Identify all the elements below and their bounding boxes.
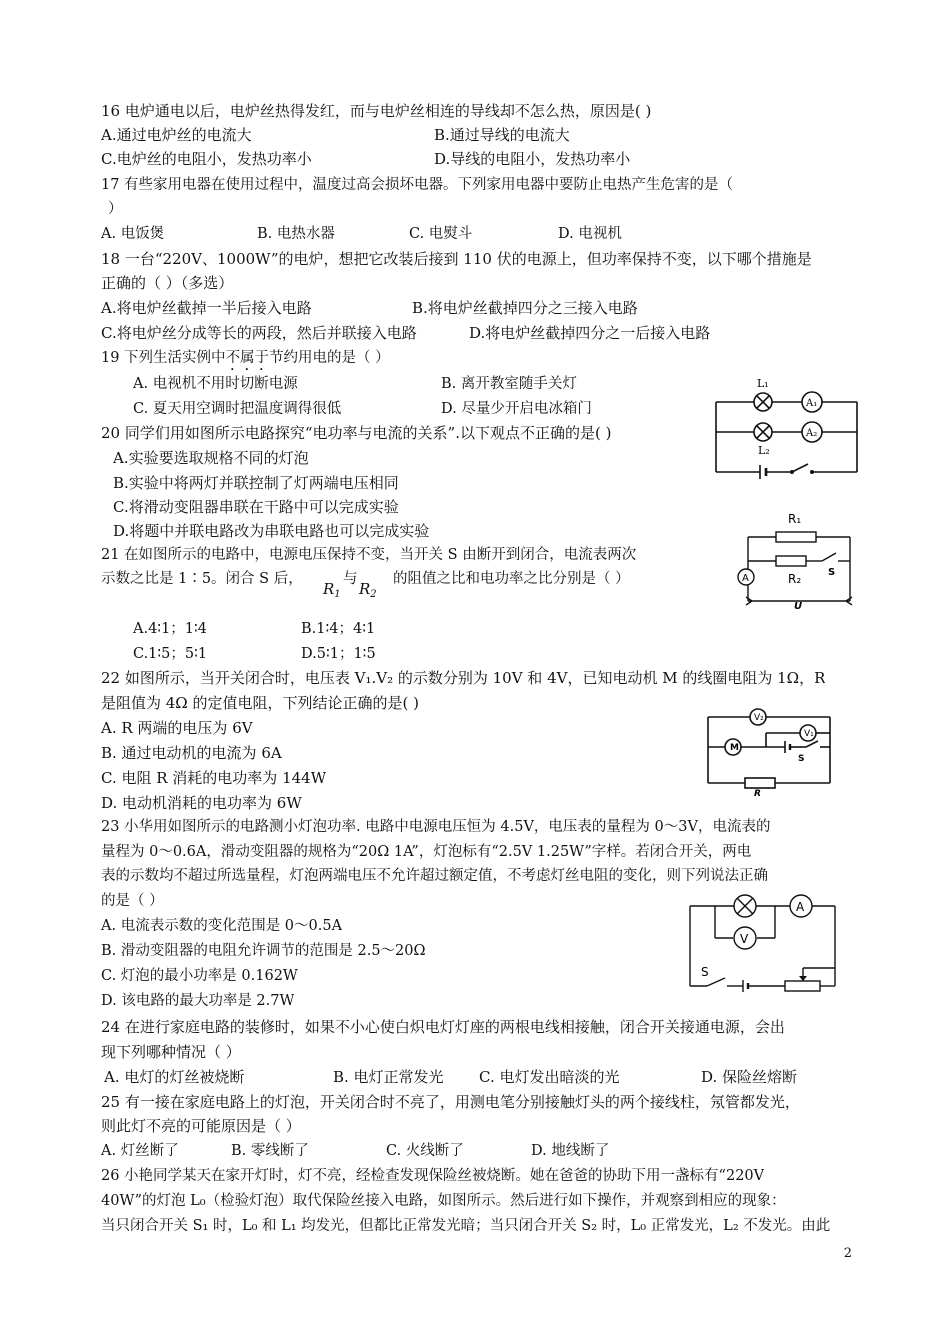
q18-stem-line2: 正确的（ ）（多选） [101,274,234,292]
q17-option-b: B. 电热水器 [257,226,335,242]
q20-option-b: B.实验中将两灯并联控制了灯两端电压相同 [113,474,399,492]
q24-stem-line1: 24 在进行家庭电路的装修时，如果不小心使白炽电灯灯座的两根电线相接触，闭合开关接通电源，会出 [101,1018,785,1036]
q16-option-a: A.通过电炉丝的电流大 [101,126,252,144]
q24-option-b: B. 电灯正常发光 [333,1068,444,1086]
q17-options [101,222,861,246]
q18-option-a: A.将电炉丝截掉一半后接入电路 [101,299,312,317]
q18-option-b: B.将电炉丝截掉四分之三接入电路 [412,299,638,317]
q21-stem2-mid: 与 [343,571,358,587]
q17-option-a: A. 电饭煲 [101,226,165,242]
q21-label-r1: R₁ [788,512,802,526]
q20-label-l1: L₁ [757,377,769,390]
q19-option-b: B. 离开教室随手关灯 [441,376,577,392]
q22-label-m: M [730,743,739,753]
q22-label-r: R [754,789,761,797]
q19-stem-emphasis: 不属于 [225,350,270,366]
q22-stem-line2: 是阻值为 4Ω 的定值电阻，下列结论正确的是( ) [101,694,419,712]
q21-stem-line2 [101,567,721,591]
q21-option-a: A.4∶1；1∶4 [133,621,208,637]
q21-label-u: U [794,601,803,610]
q22-option-c: C. 电阻 R 消耗的电功率为 144W [101,769,327,787]
q23-label-a: A [796,900,805,914]
q19-stem-post: 节约用电的是（ ） [269,350,390,366]
q21-r2-symbol: $R_2$ [359,580,377,600]
q26-stem-line1: 26 小艳同学某天在家开灯时，灯不亮，经检查发现保险丝被烧断。她在爸爸的协助下用一盏标有“220V [101,1168,765,1184]
q17-option-c: C. 电熨斗 [409,226,473,242]
q24-option-d: D. 保险丝熔断 [701,1068,798,1086]
q25-option-d: D. 地线断了 [531,1143,610,1159]
q22-option-d: D. 电动机消耗的电功率为 6W [101,794,302,812]
q25-options [101,1139,721,1163]
q21-option-c: C.1∶5；5∶1 [133,646,208,662]
q17-stem-line1: 17 有些家用电器在使用过程中，温度过高会损坏电器。下列家用电器中要防止电热产生危害的是（ [101,177,734,193]
q19-options-ab [133,372,693,396]
q17-stem-line2: ） [108,201,123,217]
q25-option-c: C. 火线断了 [386,1143,464,1159]
q26-stem-line3: 当只闭合开关 S₁ 时，L₀ 和 L₁ 均发光，但都比正常发光暗；当只闭合开关 S₂ 时，L₀ 正常发光，L₂ 不发光。由此 [101,1218,831,1234]
q22-stem-line1: 22 如图所示，当开关闭合时，电压表 V₁.V₂ 的示数分别为 10V 和 4V，已知电动机 M 的线圈电阻为 1Ω，R [101,669,826,687]
q25-option-a: A. 灯丝断了 [101,1143,179,1159]
q16-option-b: B.通过导线的电流大 [434,126,570,144]
q19-stem [101,346,390,370]
q24-option-a: A. 电灯的灯丝被烧断 [104,1068,245,1086]
q21-stem-line1: 21 在如图所示的电路中，电源电压保持不变，当开关 S 由断开到闭合，电流表两次 [101,547,637,563]
q20-option-c: C.将滑动变阻器串联在干路中可以完成实验 [113,498,399,516]
q21-options-cd [133,642,433,666]
q23-circuit-diagram [685,890,840,1000]
q23-option-d: D. 该电路的最大功率是 2.7W [101,993,295,1009]
q21-options-ab [133,617,433,641]
q18-option-c: C.将电炉丝分成等长的两段，然后并联接入电路 [101,324,417,342]
q20-option-a: A.实验要选取规格不同的灯泡 [113,449,309,467]
q22-option-a: A. R 两端的电压为 6V [101,719,253,737]
q16-option-d: D.导线的电阻小，发热功率小 [434,150,631,168]
q21-label-r2: R₂ [788,572,802,586]
q21-stem2-pre: 示数之比是 1∶5。闭合 S 后， [101,571,303,587]
q18-options-cd [101,321,861,345]
q24-stem-line2: 现下列哪种情况（ ） [101,1043,241,1061]
q25-stem-line2: 则此灯不亮的可能原因是（ ） [101,1117,301,1135]
q19-options-cd [133,397,693,421]
q23-label-s: S [701,965,709,979]
q16-stem: 16 电炉通电以后，电炉丝热得发红，而与电炉丝相连的导线却不怎么热，原因是( ) [101,102,652,120]
q23-stem-line4: 的是（ ） [101,893,164,909]
q22-label-v1: V₁ [804,729,814,739]
q23-stem-line2: 量程为 0～0.6A，滑动变阻器的规格为“20Ω 1A”，灯泡标有“2.5V 1.25W”字样。若闭合开关，两电 [101,844,752,860]
q20-label-a2: A₂ [806,428,818,439]
q23-stem-line1: 23 小华用如图所示的电路测小灯泡功率. 电路中电源电压恒为 4.5V，电压表的量程为 0～3V，电流表的 [101,819,771,835]
q23-option-a: A. 电流表示数的变化范围是 0～0.5A [101,918,343,934]
q21-option-d: D.5∶1；1∶5 [301,646,376,662]
q20-stem: 20 同学们用如图所示电路探究“电功率与电流的关系”.以下观点不正确的是( ) [101,424,612,442]
q18-options-ab [101,296,861,320]
q20-option-d: D.将题中并联电路改为串联电路也可以完成实验 [113,522,430,540]
q21-label-s: S [828,567,836,578]
q24-option-c: C. 电灯发出暗淡的光 [479,1068,620,1086]
q23-stem-line3: 表的示数均不超过所选量程，灯泡两端电压不允许超过额定值，不考虑灯丝电阻的变化，则下列说法正确 [101,868,768,884]
q17-option-d: D. 电视机 [558,226,622,242]
q20-circuit-diagram [712,372,862,482]
q20-label-l2: L₂ [758,444,770,457]
q21-option-b: B.1∶4；4∶1 [301,621,376,637]
q16-options-ab [101,123,861,147]
q22-label-v2: V₂ [754,713,764,723]
q22-option-b: B. 通过电动机的电流为 6A [101,744,282,762]
q19-stem-pre: 19 下列生活实例中 [101,350,226,366]
q23-option-c: C. 灯泡的最小功率是 0.162W [101,968,298,984]
q21-stem2-post: 的阻值之比和电功率之比分别是（ ） [393,571,630,587]
q22-circuit-diagram [700,705,840,797]
q19-option-d: D. 尽量少开启电冰箱门 [441,401,592,417]
q20-label-a1: A₁ [806,398,818,409]
q22-label-s: S [798,754,805,764]
q26-stem-line2: 40W”的灯泡 L₀（检验灯泡）取代保险丝接入电路，如图所示。然后进行如下操作，并观察到相应的现象： [101,1193,786,1209]
q25-option-b: B. 零线断了 [231,1143,309,1159]
q21-circuit-diagram [732,505,862,610]
q16-option-c: C.电炉丝的电阻小，发热功率小 [101,150,312,168]
q19-option-a: A. 电视机不用时切断电源 [133,376,298,392]
q24-options [104,1065,844,1089]
q18-option-d: D.将电炉丝截掉四分之一后接入电路 [469,324,711,342]
q18-stem-line1: 18 一台“220V、1000W”的电炉，想把它改装后接到 110 伏的电源上，但功率保持不变，以下哪个措施是 [101,250,812,268]
q23-option-b: B. 滑动变阻器的电阻允许调节的范围是 2.5～20Ω [101,943,426,959]
q25-stem-line1: 25 有一接在家庭电路上的灯泡，开关闭合时不亮了，用测电笔分别接触灯头的两个接线柱，氖管都发光， [101,1093,800,1111]
q16-options-cd [101,147,861,171]
q23-label-v: V [740,932,749,946]
q21-r1-symbol: $R_1$ [323,580,341,600]
page-number: 2 [843,1246,852,1261]
q21-label-a: A [742,573,749,584]
q19-option-c: C. 夏天用空调时把温度调得很低 [133,401,342,417]
